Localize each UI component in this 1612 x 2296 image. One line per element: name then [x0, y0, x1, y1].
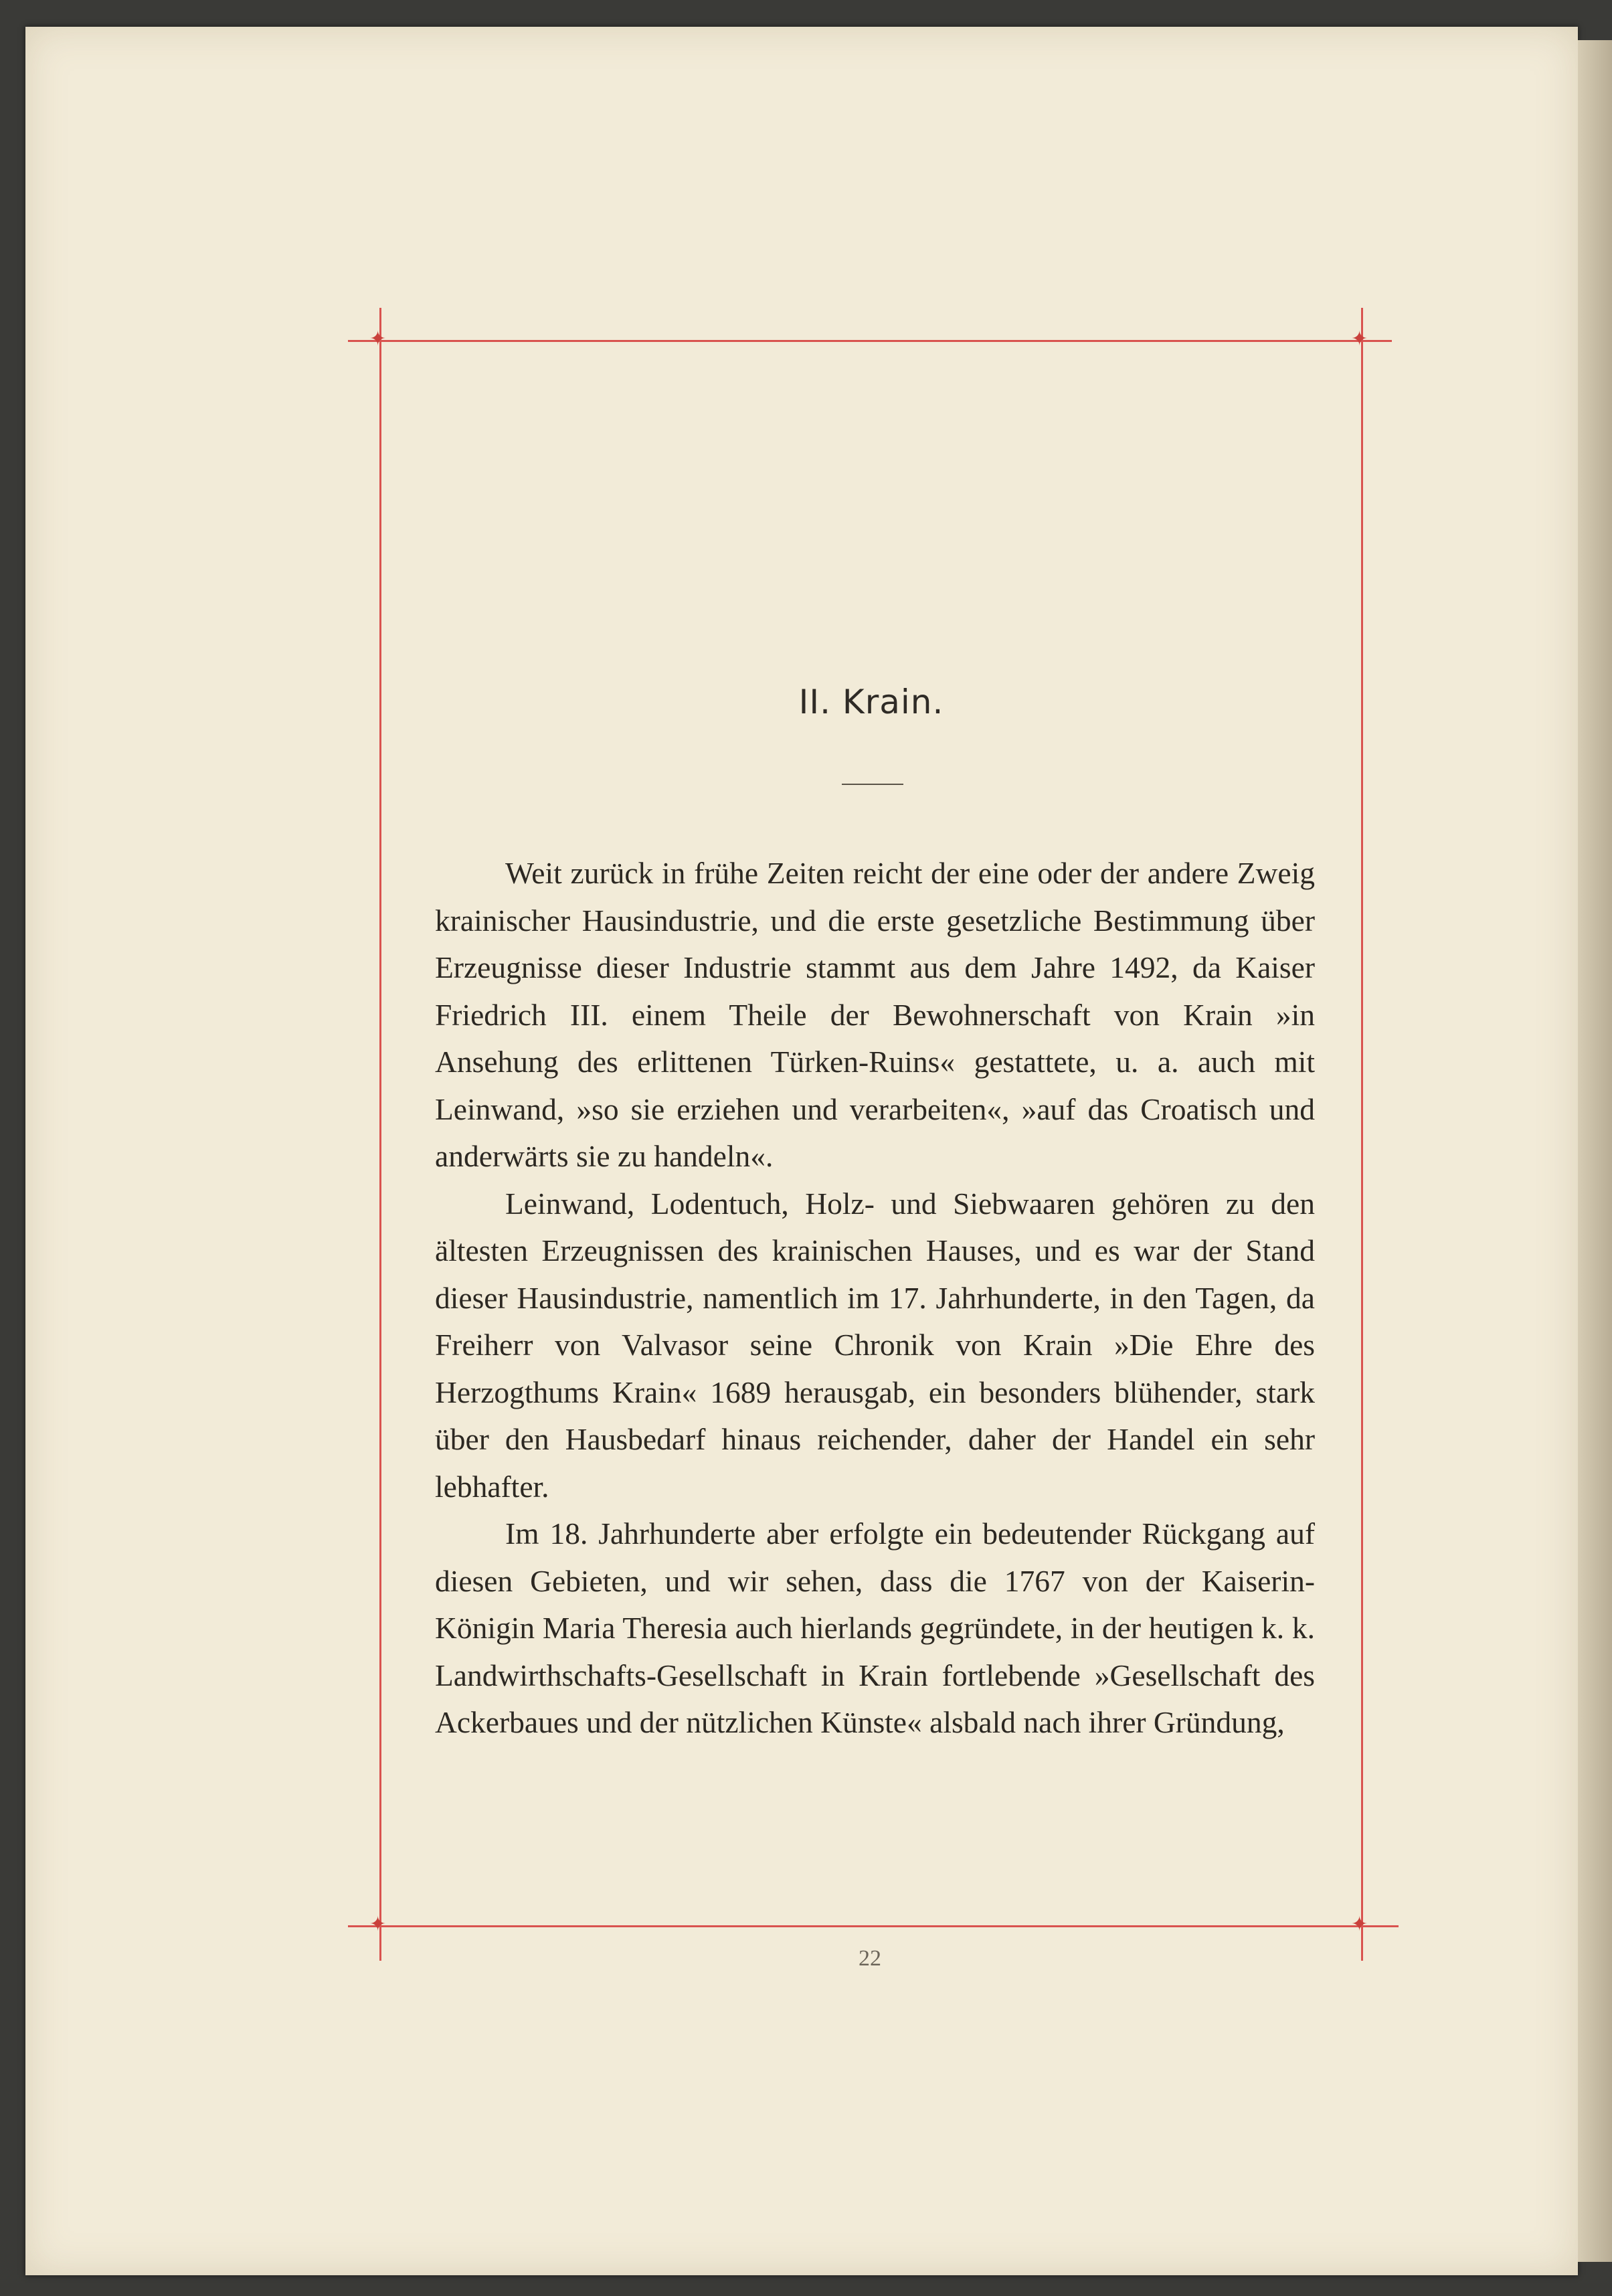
paragraph-3: Im 18. Jahrhunderte aber erfolgte ein bedeutender Rückgang auf diesen Gebieten, und wir sehen, dass die 1767 von der Kaiserin-Königin Maria Theresia auch hierlands gegründete, in der heutigen k. k. Landwirthschafts-Gesellschaft in Krain fortlebende »Gesellschaft des Ackerbaues und der nützlichen Künste« alsbald nach ihrer Gründung,	[435, 1516, 1315, 1739]
chapter-title: II. Krain.	[798, 683, 944, 721]
corner-ornament-top-right: ✦	[1351, 327, 1368, 351]
paragraph-1: Weit zurück in frühe Zeiten reicht der eine oder der andere Zweig krainischer Hausindustrie, und die erste gesetzliche Bestimmung über Erzeugnisse dieser Industrie stammt aus dem Jahre 1492, da Kaiser Friedrich III. einem Theile der Bewohnerschaft von Krain »in Ansehung des erlittenen Türken-Ruins« gestattete, u. a. auch mit Leinwand, »so sie erziehen und verarbeiten«, »auf das Croatisch und anderwärts sie zu handeln«.	[435, 856, 1315, 1173]
next-page-edge	[1578, 40, 1612, 2262]
corner-ornament-top-left: ✦	[369, 327, 387, 351]
corner-ornament-bottom-left: ✦	[369, 1913, 387, 1936]
paragraph-2: Leinwand, Lodentuch, Holz- und Siebwaaren gehören zu den ältesten Erzeugnissen des krainischen Hauses, und es war der Stand dieser Hausindustrie, namentlich im 17. Jahrhunderte, in den Tagen, da Freiherr von Valvasor seine Chronik von Krain »Die Ehre des Herzogthums Krain« 1689 herausgab, ein besonders blühender, stark über den Hausbedarf hinaus reichender, daher der Handel ein sehr lebhafter.	[435, 1186, 1315, 1504]
body-text	[435, 850, 1315, 1747]
corner-ornament-bottom-right: ✦	[1351, 1913, 1368, 1936]
page-number: 22	[859, 1946, 881, 1971]
title-divider	[842, 784, 903, 785]
